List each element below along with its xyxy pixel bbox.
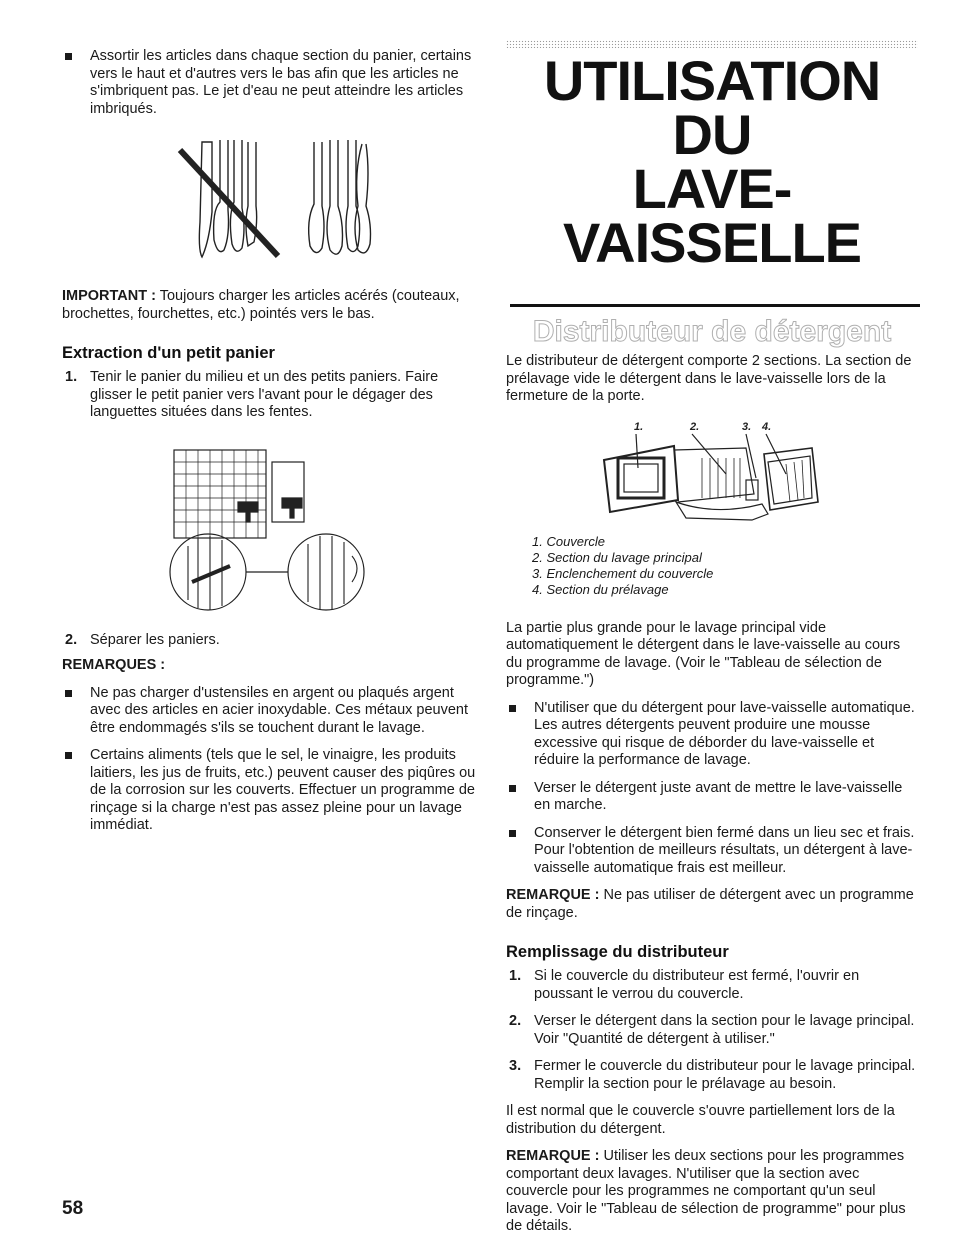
legend-item-4: 4. Section du prélavage bbox=[532, 581, 669, 597]
detergent-bullet-2 bbox=[506, 780, 918, 815]
main-title bbox=[506, 49, 918, 274]
extraction-step-2 bbox=[62, 632, 480, 650]
left-column bbox=[62, 40, 480, 845]
important-label: IMPORTANT : bbox=[62, 288, 156, 304]
diagram-label-1: 1. bbox=[634, 420, 644, 433]
bullet-square bbox=[65, 752, 72, 759]
dispenser-diagram bbox=[506, 418, 918, 530]
bullet-text: N'utiliser que du détergent pour lave-vaisselle automatique. Les autres détergents peuvent produire une mousse excessive qui risque de déborder du lave-vaisselle et réduire la performance de lavage. bbox=[534, 699, 915, 768]
legend-item-2: 2. Section du lavage principal bbox=[532, 549, 702, 565]
fill-step-1 bbox=[506, 968, 918, 1003]
extraction-step-1 bbox=[62, 369, 480, 422]
diagram-legend bbox=[506, 534, 918, 598]
bullet-text: Conserver le détergent bien fermé dans un lieu sec et frais. Pour l'obtention de meilleurs résultats, un détergent à lave-vaisselle automatique frais est meilleur. bbox=[534, 824, 915, 876]
remarque-two-washes bbox=[506, 1148, 918, 1236]
bullet-text: Verser le détergent juste avant de mettre le lave-vaisselle en marche. bbox=[534, 779, 903, 813]
step-text: Séparer les paniers. bbox=[90, 631, 220, 648]
detergent-bullet-1 bbox=[506, 700, 918, 770]
title-rule bbox=[510, 304, 920, 307]
remark-bullet-2 bbox=[62, 747, 480, 835]
remarque-label: REMARQUE : bbox=[506, 1148, 600, 1164]
intro-bullet bbox=[62, 48, 480, 118]
diagram-label-2: 2. bbox=[690, 420, 700, 433]
main-title-line-2: LAVE-VAISSELLE bbox=[562, 157, 861, 274]
step-text: Fermer le couvercle du distributeur pour le lavage principal. Remplir la section pour le prélavage au besoin. bbox=[534, 1058, 916, 1092]
step-text: Si le couvercle du distributeur est fermé, l'ouvrir en poussant le verrou du couvercle. bbox=[534, 968, 860, 1002]
bullet-square bbox=[65, 690, 72, 697]
remarque-label: REMARQUE : bbox=[506, 887, 600, 903]
bullet-square bbox=[509, 785, 516, 792]
diagram-label-4: 4. bbox=[762, 420, 772, 433]
fill-step-2 bbox=[506, 1013, 918, 1048]
remplissage-heading: Remplissage du distributeur bbox=[506, 943, 729, 961]
step-number: 1. bbox=[509, 968, 522, 984]
remarque-rinse bbox=[506, 887, 918, 922]
section-title: Distributeur de détergent bbox=[532, 315, 892, 348]
main-title-line-1: UTILISATION DU bbox=[543, 49, 881, 166]
extraction-heading: Extraction d'un petit panier bbox=[62, 344, 275, 362]
remark-text: Ne pas charger d'ustensiles en argent ou plaqués argent avec des articles en acier inoxydable. Ces métaux peuvent être endommagés s'ils se touchent durant le lavage. bbox=[90, 684, 469, 736]
important-paragraph bbox=[62, 288, 480, 323]
bullet-square bbox=[65, 53, 72, 60]
step-text: Verser le détergent dans la section pour le lavage principal. Voir "Quantité de détergent à utiliser." bbox=[534, 1013, 915, 1047]
remarques-label: REMARQUES : bbox=[62, 657, 166, 673]
legend-item-1: 1. Couvercle bbox=[532, 533, 605, 549]
fill-step-3 bbox=[506, 1058, 918, 1093]
normal-paragraph: Il est normal que le couvercle s'ouvre partiellement lors de la distribution du détergent. bbox=[506, 1103, 895, 1137]
remark-bullet-1 bbox=[62, 685, 480, 738]
step-number: 1. bbox=[65, 369, 78, 385]
detergent-bullet-3 bbox=[506, 825, 918, 878]
bullet-square bbox=[509, 830, 516, 837]
remark-text: Certains aliments (tels que le sel, le vinaigre, les produits laitiers, les jus de fruits, etc.) peuvent causer des piqûres ou de la corrosion sur les couverts. Effectuer un programme de rinçage si la charge n'est pas assez pleine pour un lavage immédiat. bbox=[90, 747, 476, 833]
page-number: 58 bbox=[62, 1198, 84, 1219]
important-text: Toujours charger les articles acérés (couteaux, brochettes, fourchettes, etc.) pointés vers le bas. bbox=[62, 288, 460, 322]
bullet-square bbox=[509, 705, 516, 712]
step-number: 2. bbox=[509, 1013, 522, 1029]
basket-illustration bbox=[62, 432, 480, 622]
legend-item-3: 3. Enclenchement du couvercle bbox=[532, 565, 714, 581]
diagram-label-3: 3. bbox=[742, 420, 752, 433]
step-text: Tenir le panier du milieu et un des petits paniers. Faire glisser le petit panier vers l'avant pour le dégager des languettes situées dans les fentes. bbox=[90, 369, 439, 420]
cutlery-illustration bbox=[62, 132, 480, 282]
step-number: 3. bbox=[509, 1058, 522, 1074]
step-number: 2. bbox=[65, 631, 78, 648]
dotted-rule bbox=[506, 40, 918, 48]
remarque-text: Ne pas utiliser de détergent avec un programme de rinçage. bbox=[506, 887, 914, 921]
dispenser-intro: Le distributeur de détergent comporte 2 sections. La section de prélavage vide le détergent dans le lave-vaisselle lors de la fermeture de la porte. bbox=[506, 353, 912, 404]
main-wash-paragraph: La partie plus grande pour le lavage principal vide automatiquement le détergent dans le lave-vaisselle au cours du programme de lavage. (Voir le "Tableau de sélection de programme.") bbox=[506, 619, 901, 688]
remarque-text: Utiliser les deux sections pour les programmes comportant deux lavages. N'utiliser que la section avec couvercle pour les programmes ne comportant qu'un seul lavage. Voir le "Tableau de sélection de programme" pour plus de détails. bbox=[506, 1148, 906, 1234]
right-column bbox=[506, 40, 918, 1236]
intro-bullet-text: Assortir les articles dans chaque section du panier, certains vers le haut et d'autres vers le bas afin que les articles ne s'imbriquent pas. Le jet d'eau ne peut atteindre les articles imbriqués. bbox=[90, 48, 472, 117]
